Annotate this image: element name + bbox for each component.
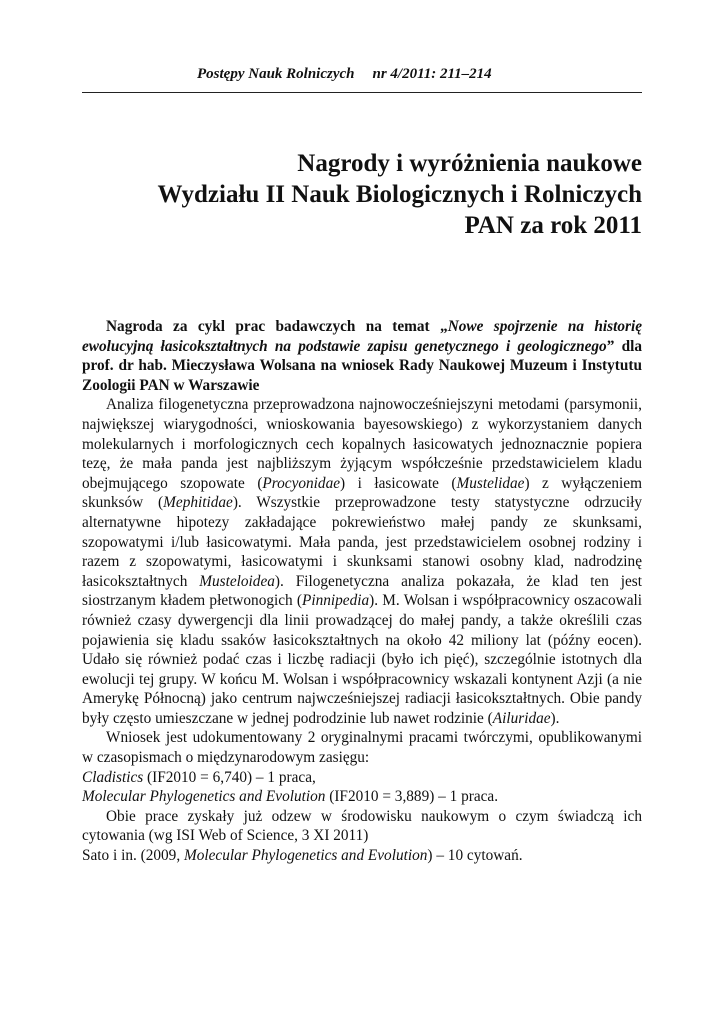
publication-1 bbox=[82, 768, 642, 788]
citation-journal: Molecular Phylogenetics and Evolution bbox=[183, 847, 428, 865]
article-body bbox=[82, 317, 642, 866]
para1-text-6: ). M. Wolsan i współpracownicy oszacowali również czasy dywergencji dla linii prowadzącej do małej pandy, a także określili czas pojawienia się kladu ssaków łasicokształtnych na około 42 miliony lat (późny eocen). Udało się również podać czas i liczbę radiacji (było ich pięć), szczególnie istotnych dla ewolucji tej grupy. W końcu M. Wolsan i współpracownicy wskazali kontynent Azji (a nie Amerykę Północną) jako centrum najwcześniejszej radiacji łasicokształtnych. Obie pandy były często umieszczane w jednej podrodzinie lub nawet rodzinie ( bbox=[82, 592, 643, 727]
paragraph-publications: Wniosek jest udokumentowany 2 oryginalnymi pracami twórczymi, opublikowanymi w czasopismach o międzynarodowym zasięgu: bbox=[82, 729, 642, 767]
article-title bbox=[82, 148, 642, 241]
citation-pre: Sato i in. (2009, bbox=[82, 847, 184, 865]
award-heading bbox=[82, 317, 642, 395]
publication-2-details: (IF2010 = 3,889) – 1 praca. bbox=[325, 788, 499, 806]
para1-text-5: ). Filogenetyczna analiza pokazała, że klad ten jest siostrzanym kładem płetwonogich ( bbox=[82, 572, 642, 610]
title-line-2: Wydziału II Nauk Biologicznych i Rolniczych bbox=[157, 181, 642, 208]
paragraph-citations: Obie prace zyskały już odzew w środowisku naukowym o czym świadczą ich cytowania (wg ISI Web of Science, 3 XI 2011) bbox=[82, 807, 642, 845]
taxon-procyonidae: Procyonidae bbox=[262, 474, 341, 492]
para1-text-3: ) z wyłączeniem skunksów ( bbox=[82, 474, 642, 512]
taxon-musteloidea: Musteloidea bbox=[199, 572, 275, 590]
award-quote-close: ” bbox=[606, 337, 615, 355]
para1-text-4: ). Wszystkie przeprowadzone testy statystyczne odrzuciły alternatywne hipotezy zakładające pokrewieństwo małej pandy ze skunksami, szopowatymi i/lub łasicowatymi. Mała panda, jest przedstawicielem osobnej rodziny i razem z szopowatymi, łasicowatymi i skunksami stanowi osobny klad, nadrodzinę łasicokształtnych bbox=[82, 494, 642, 590]
award-quote-open: „ bbox=[440, 318, 448, 335]
publication-2 bbox=[82, 787, 642, 807]
paragraph-analysis bbox=[82, 395, 642, 728]
award-suffix: dla prof. dr hab. Mieczysława Wolsana na wniosek Rady Naukowej Muzeum i Instytutu Zoologii PAN w Warszawie bbox=[82, 337, 642, 394]
running-head-text bbox=[197, 66, 492, 83]
issue-info: nr 4/2011: 211–214 bbox=[372, 66, 492, 82]
para1-text-1: Analiza filogenetyczna przeprowadzona najnowocześniejszyni metodami (parsymonii, największej wiarygodności, wnioskowania bayesowskiego) z wykorzystaniem danych molekularnych i morfologicznych cech kopalnych łasicowatych jednoznacznie popiera tezę, że mała panda jest najbliższym żyjącym współcześnie przedstawicielem kladu obejmującego szopowate ( bbox=[82, 396, 642, 492]
citation-entry bbox=[82, 846, 642, 866]
journal-name: Postępy Nauk Rolniczych bbox=[197, 66, 355, 82]
title-line-3: PAN za rok 2011 bbox=[464, 212, 642, 239]
title-line-1: Nagrody i wyróżnienia naukowe bbox=[297, 150, 642, 177]
taxon-ailuridae: Ailuridae bbox=[492, 709, 551, 727]
taxon-pinnipedia: Pinnipedia bbox=[302, 592, 370, 610]
publication-2-journal: Molecular Phylogenetics and Evolution bbox=[82, 788, 326, 806]
taxon-mustelidae: Mustelidae bbox=[456, 474, 525, 492]
citation-post: ) – 10 cytowań. bbox=[427, 847, 523, 865]
publication-1-details: (IF2010 = 6,740) – 1 praca, bbox=[143, 768, 316, 786]
para1-text-2: ) i łasicowate ( bbox=[340, 474, 457, 492]
publication-1-journal: Cladistics bbox=[82, 768, 144, 786]
running-head bbox=[82, 66, 642, 93]
para1-text-7: ). bbox=[550, 709, 560, 727]
award-prefix: Nagroda za cykl prac badawczych na temat bbox=[106, 318, 441, 335]
taxon-mephitidae: Mephitidae bbox=[163, 494, 233, 512]
award-topic: Nowe spojrzenie na historię ewolucyjną łasicokształtnych na podstawie zapisu genetycznego i geologicznego bbox=[82, 318, 642, 355]
